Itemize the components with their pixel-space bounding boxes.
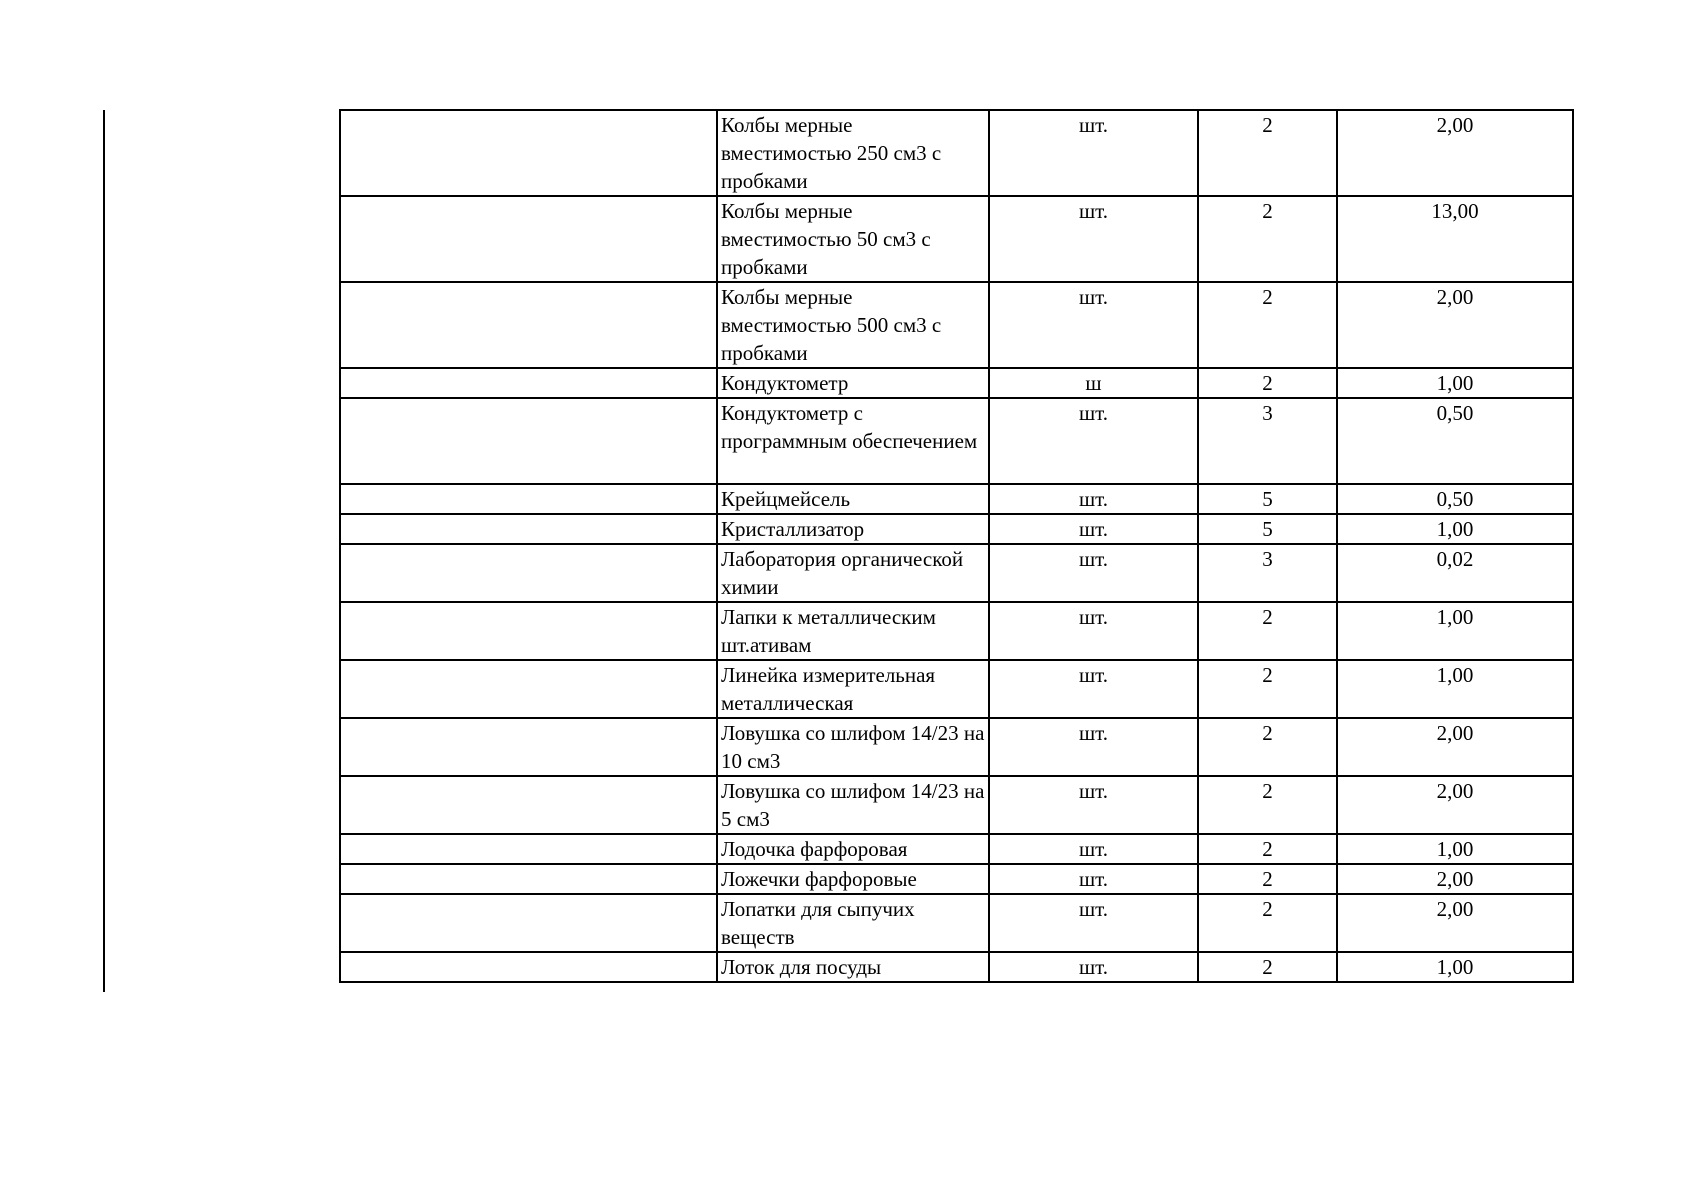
item-name-cell: Крейцмейсель bbox=[717, 484, 989, 514]
quantity-cell: 2 bbox=[1198, 602, 1337, 660]
empty-cell bbox=[340, 544, 717, 602]
item-name-cell: Лаборатория органической химии bbox=[717, 544, 989, 602]
item-name-cell: Лопатки для сыпучих веществ bbox=[717, 894, 989, 952]
quantity-cell: 2 bbox=[1198, 952, 1337, 982]
unit-cell: шт. bbox=[989, 718, 1198, 776]
quantity-cell: 3 bbox=[1198, 398, 1337, 484]
table-row bbox=[340, 282, 1573, 368]
unit-cell: шт. bbox=[989, 196, 1198, 282]
rate-cell: 2,00 bbox=[1337, 864, 1573, 894]
unit-cell: шт. bbox=[989, 282, 1198, 368]
item-name-cell: Кондуктометр с программным обеспечением bbox=[717, 398, 989, 484]
rate-cell: 0,50 bbox=[1337, 398, 1573, 484]
table-row bbox=[340, 368, 1573, 398]
item-name-cell: Ложечки фарфоровые bbox=[717, 864, 989, 894]
table-row bbox=[340, 776, 1573, 834]
rate-cell: 1,00 bbox=[1337, 834, 1573, 864]
rate-cell: 2,00 bbox=[1337, 776, 1573, 834]
quantity-cell: 2 bbox=[1198, 864, 1337, 894]
rate-cell: 0,02 bbox=[1337, 544, 1573, 602]
empty-cell bbox=[340, 776, 717, 834]
rate-cell: 13,00 bbox=[1337, 196, 1573, 282]
empty-cell bbox=[340, 894, 717, 952]
empty-cell bbox=[340, 834, 717, 864]
inventory-table bbox=[339, 109, 1574, 983]
quantity-cell: 2 bbox=[1198, 196, 1337, 282]
item-name-cell: Лоток для посуды bbox=[717, 952, 989, 982]
rate-cell: 0,50 bbox=[1337, 484, 1573, 514]
item-name-cell: Лодочка фарфоровая bbox=[717, 834, 989, 864]
unit-cell: шт. bbox=[989, 398, 1198, 484]
table-row bbox=[340, 894, 1573, 952]
item-name-cell: Колбы мерные вместимостью 50 см3 с пробками bbox=[717, 196, 989, 282]
rate-cell: 1,00 bbox=[1337, 660, 1573, 718]
rate-cell: 2,00 bbox=[1337, 718, 1573, 776]
table-row bbox=[340, 484, 1573, 514]
rate-cell: 2,00 bbox=[1337, 110, 1573, 196]
item-name-cell: Колбы мерные вместимостью 500 см3 с пробками bbox=[717, 282, 989, 368]
empty-cell bbox=[340, 952, 717, 982]
table-row bbox=[340, 398, 1573, 484]
item-name-cell: Линейка измерительная металлическая bbox=[717, 660, 989, 718]
table-row bbox=[340, 952, 1573, 982]
quantity-cell: 2 bbox=[1198, 894, 1337, 952]
rate-cell: 2,00 bbox=[1337, 282, 1573, 368]
table-row bbox=[340, 718, 1573, 776]
item-name-cell: Ловушка со шлифом 14/23 на 10 см3 bbox=[717, 718, 989, 776]
unit-cell: шт. bbox=[989, 484, 1198, 514]
table-row bbox=[340, 514, 1573, 544]
unit-cell: шт. bbox=[989, 602, 1198, 660]
unit-cell: шт. bbox=[989, 776, 1198, 834]
empty-cell bbox=[340, 196, 717, 282]
quantity-cell: 2 bbox=[1198, 368, 1337, 398]
rate-cell: 1,00 bbox=[1337, 368, 1573, 398]
quantity-cell: 2 bbox=[1198, 282, 1337, 368]
item-name-cell: Лапки к металлическим шт.ативам bbox=[717, 602, 989, 660]
table-row bbox=[340, 544, 1573, 602]
table-row bbox=[340, 110, 1573, 196]
rate-cell: 2,00 bbox=[1337, 894, 1573, 952]
unit-cell: шт. bbox=[989, 660, 1198, 718]
quantity-cell: 2 bbox=[1198, 776, 1337, 834]
table-row bbox=[340, 864, 1573, 894]
quantity-cell: 2 bbox=[1198, 110, 1337, 196]
quantity-cell: 2 bbox=[1198, 718, 1337, 776]
table-row bbox=[340, 602, 1573, 660]
item-name-cell: Колбы мерные вместимостью 250 см3 с пробками bbox=[717, 110, 989, 196]
quantity-cell: 2 bbox=[1198, 834, 1337, 864]
empty-cell bbox=[340, 514, 717, 544]
unit-cell: шт. bbox=[989, 544, 1198, 602]
item-name-cell: Кристаллизатор bbox=[717, 514, 989, 544]
rate-cell: 1,00 bbox=[1337, 602, 1573, 660]
unit-cell: шт. bbox=[989, 834, 1198, 864]
empty-cell bbox=[340, 398, 717, 484]
empty-cell bbox=[340, 368, 717, 398]
unit-cell: шт. bbox=[989, 952, 1198, 982]
empty-cell bbox=[340, 718, 717, 776]
quantity-cell: 5 bbox=[1198, 484, 1337, 514]
rate-cell: 1,00 bbox=[1337, 514, 1573, 544]
unit-cell: шт. bbox=[989, 864, 1198, 894]
empty-cell bbox=[340, 110, 717, 196]
empty-cell bbox=[340, 660, 717, 718]
unit-cell: шт. bbox=[989, 514, 1198, 544]
unit-cell: шт. bbox=[989, 110, 1198, 196]
inventory-table-body bbox=[340, 110, 1573, 982]
quantity-cell: 3 bbox=[1198, 544, 1337, 602]
empty-cell bbox=[340, 282, 717, 368]
table-row bbox=[340, 834, 1573, 864]
item-name-cell: Ловушка со шлифом 14/23 на 5 см3 bbox=[717, 776, 989, 834]
empty-cell bbox=[340, 864, 717, 894]
unit-cell: ш bbox=[989, 368, 1198, 398]
item-name-cell: Кондуктометр bbox=[717, 368, 989, 398]
empty-cell bbox=[340, 602, 717, 660]
empty-cell bbox=[340, 484, 717, 514]
left-margin-rule bbox=[103, 110, 105, 992]
table-row bbox=[340, 196, 1573, 282]
table-row bbox=[340, 660, 1573, 718]
quantity-cell: 2 bbox=[1198, 660, 1337, 718]
unit-cell: шт. bbox=[989, 894, 1198, 952]
quantity-cell: 5 bbox=[1198, 514, 1337, 544]
rate-cell: 1,00 bbox=[1337, 952, 1573, 982]
